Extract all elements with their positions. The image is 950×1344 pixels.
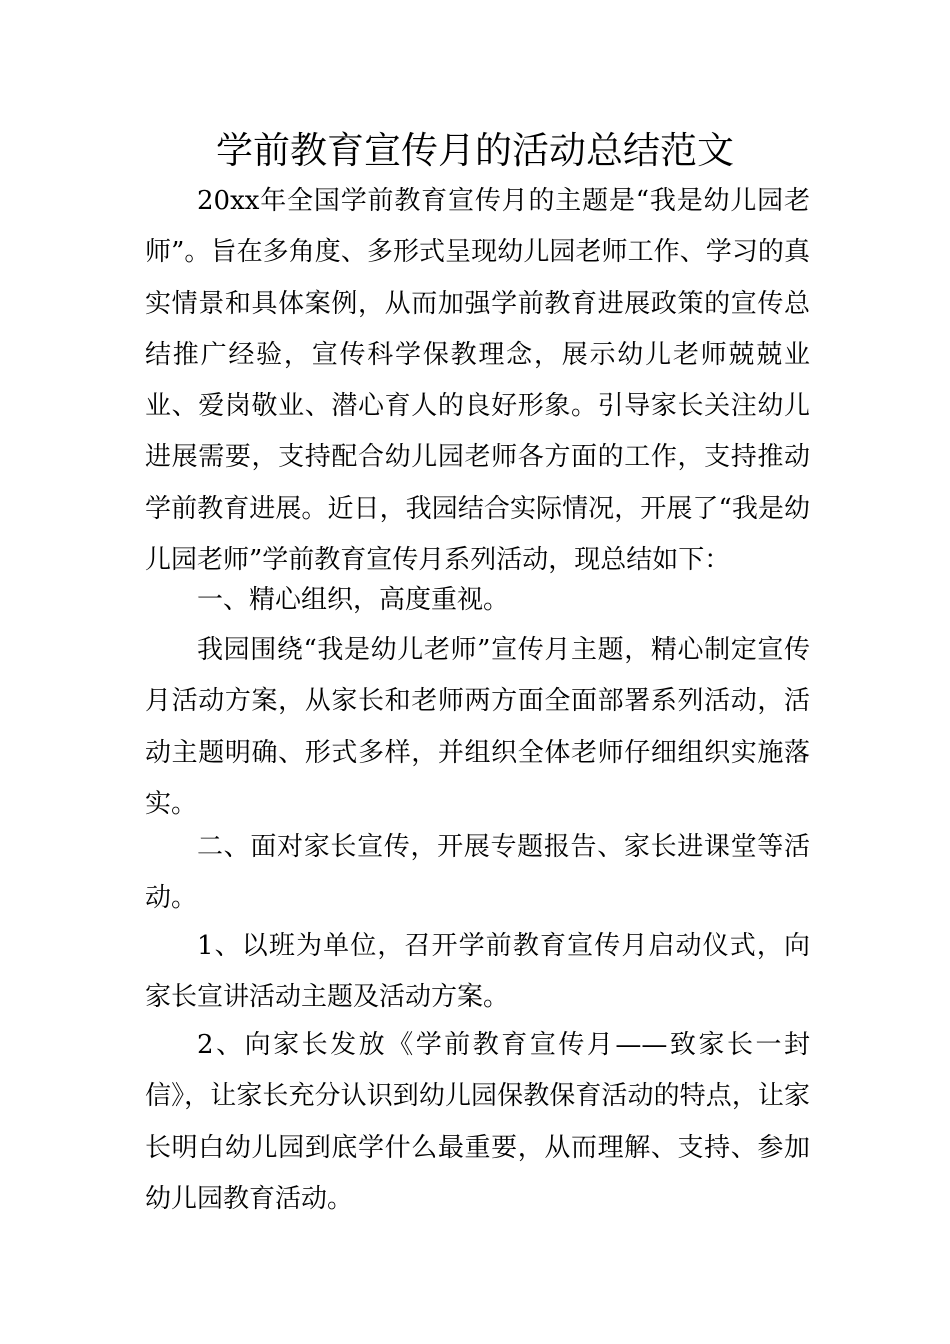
document-title: 学前教育宣传月的活动总结范文 [216, 129, 734, 172]
paragraph-section-1-heading: 一、精心组织，高度重视。 [197, 585, 510, 615]
paragraph-item-1: 1、以班为单位，召开学前教育宣传月启动仪式，向家长宣讲活动主题及活动方案。 [145, 931, 810, 1013]
paragraph-section-2-heading: 二、面对家长宣传，开展专题报告、家长进课堂等活动。 [145, 832, 810, 914]
paragraph-item-2: 2、向家长发放《学前教育宣传月——致家长一封信》，让家长充分认识到幼儿园保教保育活动的特点，让家长明白幼儿园到底学什么最重要，从而理解、支持、参加幼儿园教育活动。 [145, 1030, 810, 1214]
paragraph-intro: 20xx年全国学前教育宣传月的主题是“我是幼儿园老师”。旨在多角度、多形式呈现幼儿园老师工作、学习的真实情景和具体案例，从而加强学前教育进展政策的宣传总结推广经验，宣传科学保教理念，展示幼儿老师兢兢业业、爱岗敬业、潜心育人的良好形象。引导家长关注幼儿进展需要，支持配合幼儿园老师各方面的工作，支持推动学前教育进展。近日，我园结合实际情况，开展了“我是幼儿园老师”学前教育宣传月系列活动，现总结如下： [145, 186, 810, 576]
paragraph-section-1-body: 我园围绕“我是幼儿老师”宣传月主题，精心制定宣传月活动方案，从家长和老师两方面全面部署系列活动，活动主题明确、形式多样，并组织全体老师仔细组织实施落实。 [145, 635, 810, 819]
